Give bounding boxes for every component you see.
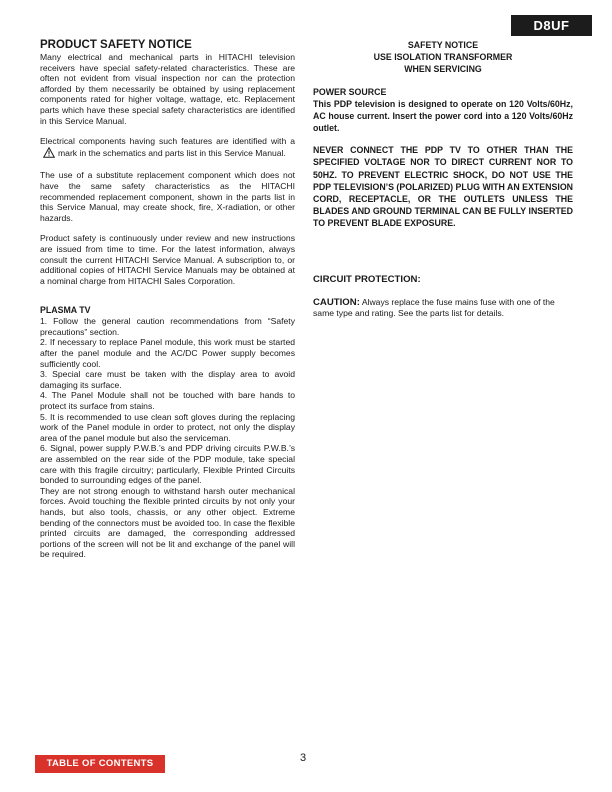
plasma-item-1: 1. Follow the general caution recommendations from “Safety precautions” section.: [40, 316, 295, 337]
caution-label: CAUTION:: [313, 296, 360, 308]
voltage-warning-text: NEVER CONNECT THE PDP TV TO OTHER THAN THE SPECIFIED VOLTAGE NOR TO DIRECT CURRENT NOR TO 50HZ. TO PREVENT ELECTRIC SHOCK, DO NOT USE THE PDP TELEVISION’S (POLARIZED) PLUG WITH AN EXTENSION CORD, RECEPTACLE, OR THE OUTLETS UNLESS THE BLADES AND GROUND TERMINAL CAN BE FULLY INSERTED TO PREVENT BLADE EXPOSURE.: [313, 145, 574, 229]
right-column: [313, 39, 573, 319]
plasma-item-5: 5. It is recommended to use clean soft gloves during the replacing work of the Panel module in order to protect, not only the display area of the panel module but also the serviceman.: [40, 411, 295, 443]
safety-notice-line-1: SAFETY NOTICE: [407, 40, 479, 50]
p2-before: Electrical components having such features are identified with a: [40, 136, 295, 147]
circuit-protection-title: CIRCUIT PROTECTION:: [313, 273, 421, 285]
model-tab: D8UF: [511, 15, 592, 36]
product-safety-title: PRODUCT SAFETY NOTICE: [40, 39, 192, 51]
plasma-item-3: 3. Special care must be taken with the display area to avoid damaging its surface.: [40, 369, 295, 390]
safety-paragraph-1: Many electrical and mechanical parts in HITACHI television receivers have special safety-related characteristics. These are often not evident from visual inspection nor can the protection afforded by them necessarily be obtained by using replacement components rated for higher voltage, wattage, etc. Replacement parts which have these special safety characteristics are identified in this Service Manual.: [40, 52, 295, 126]
plasma-item-2: 2. If necessary to replace Panel module, this work must be started after the panel module and the AC/DC Power supply becomes sufficiently cool.: [40, 337, 295, 369]
safety-paragraph-4: Product safety is continuously under review and new instructions are issued from time to time. For the latest information, always consult the current HITACHI Service Manual. A subscription to, or additional copies of HITACHI Service Manuals may be obtained at a nominal charge from HITACHI Sales Corporation.: [40, 233, 295, 286]
caution-text: Always replace the fuse mains fuse with one of the same type and rating. See the parts list for details.: [313, 296, 555, 318]
power-source-text: This PDP television is designed to operate on 120 Volts/60Hz, AC house current. Insert the power cord into a 120 Volts/60Hz outlet.: [313, 98, 573, 134]
p2-after: mark in the schematics and parts list in this Service Manual.: [58, 147, 286, 158]
safety-notice-line-2: USE ISOLATION TRANSFORMER: [373, 52, 513, 63]
power-source-title: POWER SOURCE: [313, 86, 387, 97]
warning-triangle-icon: [43, 147, 55, 161]
caution-paragraph: [313, 297, 573, 319]
plasma-tv-title: PLASMA TV: [40, 305, 91, 316]
plasma-item-4: 4. The Panel Module shall not be touched with bare hands to protect its surface from stains.: [40, 390, 295, 412]
plasma-item-6: 6. Signal, power supply P.W.B.’s and PDP driving circuits P.W.B.’s are assembled on the rear side of the PDP module, take special care with this fragile circuitry; particularly, Flexible Printed Circuits bonded to surrounding edges of the panel.: [40, 443, 295, 486]
safety-notice-line-3: WHEN SERVICING: [404, 64, 482, 75]
safety-paragraph-2: [40, 136, 295, 160]
left-column: [40, 39, 295, 560]
plasma-item-7: They are not strong enough to withstand harsh outer mechanical forces. Avoid touching the flexible printed circuits by not only your hands, but also tools, chassis, or any other object. Extreme bending of the connectors must be avoided too. In case the flexible printed circuits are damaged, the corresponding addressed portions of the screen will not be lit and exchange of the panel will be required.: [40, 485, 295, 560]
safety-paragraph-3: The use of a substitute replacement component which does not have the same safety characteristics as the HITACHI recommended replacement component, shown in the parts list in this Service Manual, may create shock, fire, X-radiation, or other hazards.: [40, 170, 295, 223]
page-number: 3: [300, 752, 307, 764]
table-of-contents-button[interactable]: TABLE OF CONTENTS: [35, 755, 165, 773]
